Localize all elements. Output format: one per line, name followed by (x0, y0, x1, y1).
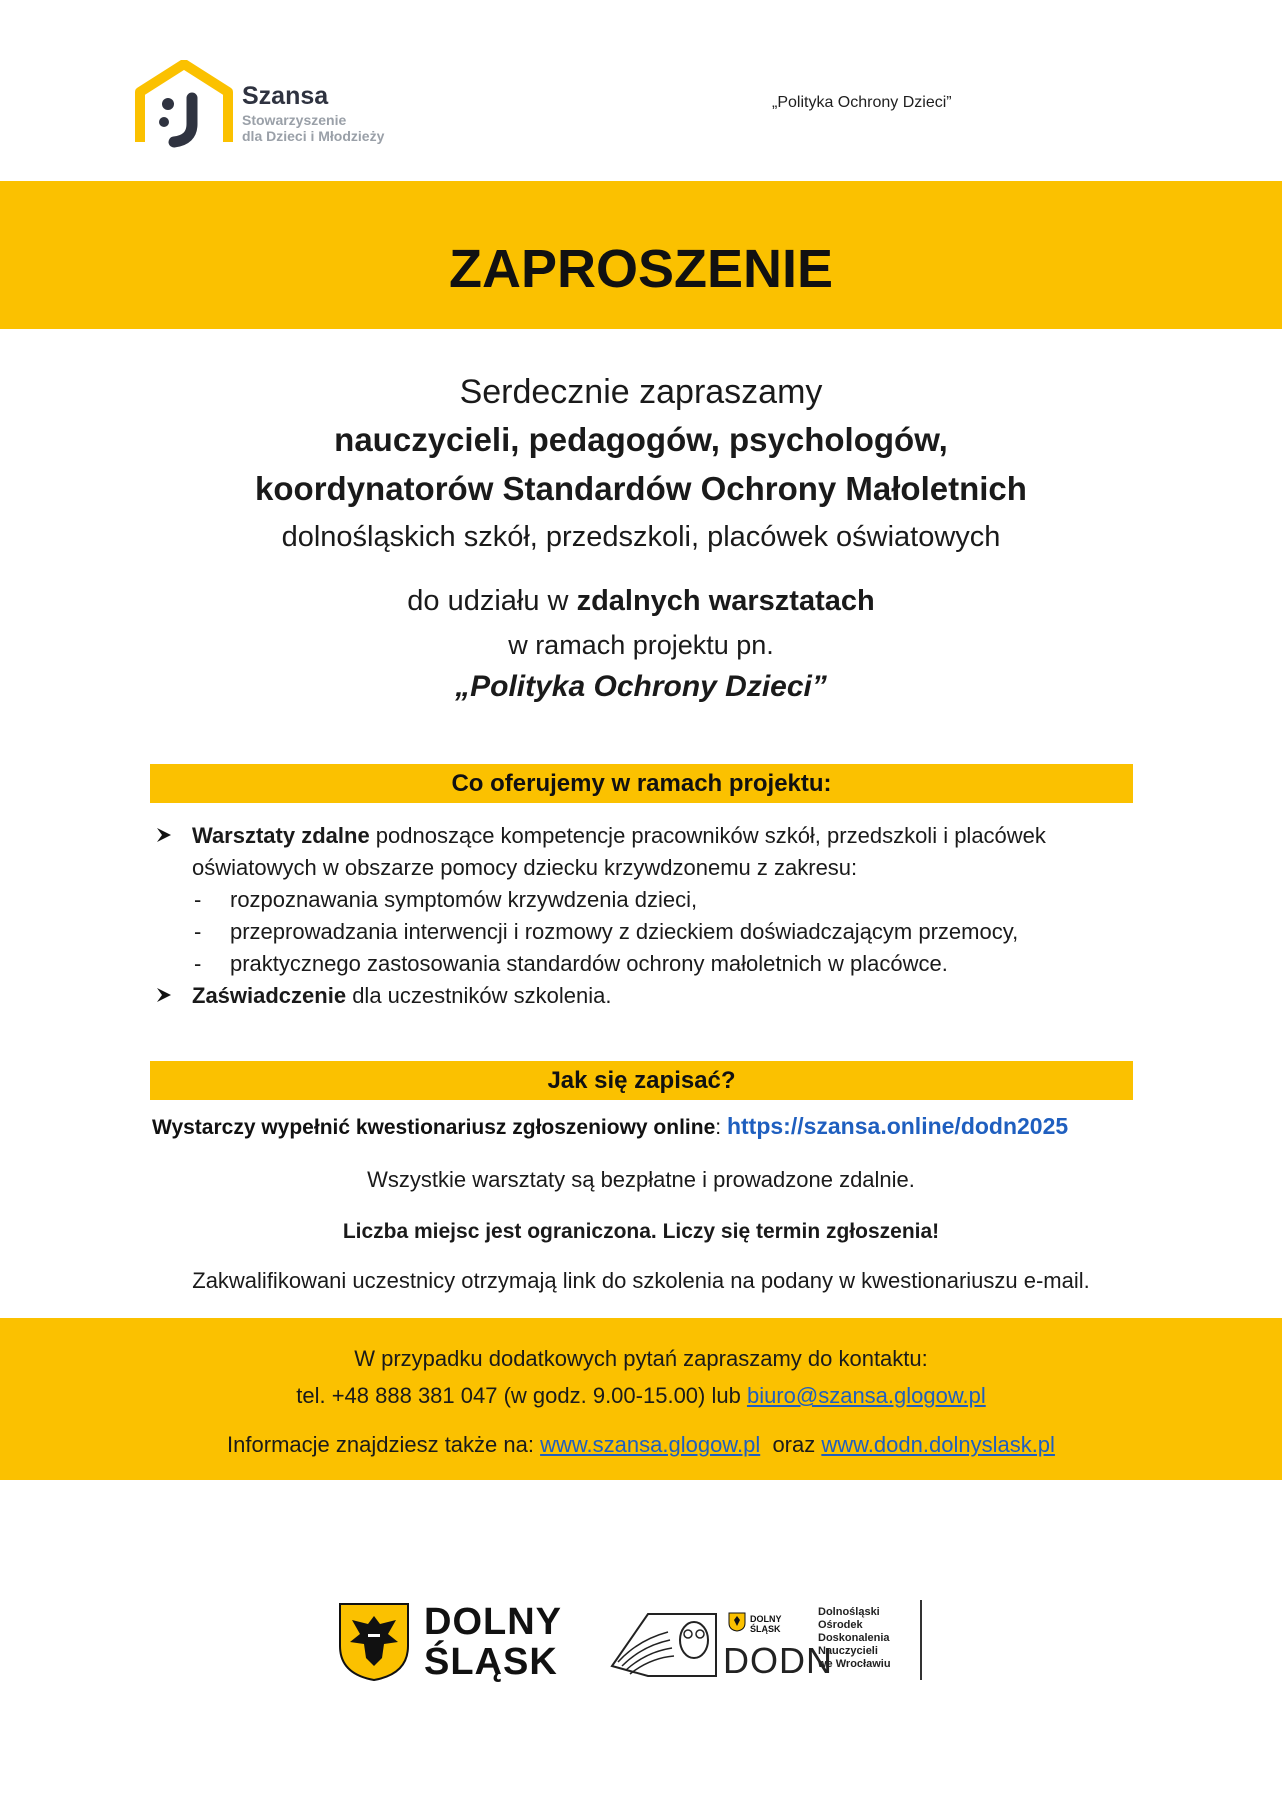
offer-item2-text: dla uczestników szkolenia. (346, 983, 612, 1008)
contact-line1: W przypadku dodatkowych pytań zapraszamy do kontaktu: (354, 1346, 928, 1371)
house-logo-icon (134, 60, 234, 152)
dodn-desc-line: Dolnośląski (818, 1606, 880, 1618)
dodn-logo (608, 1590, 928, 1692)
limited-info: Liczba miejsc jest ograniczona. Liczy się termin zgłoszenia! (342, 1220, 940, 1243)
intro-line5-pre: do udziału w (407, 585, 577, 617)
ds-mini-line1: DOLNY (750, 1614, 782, 1624)
signup-text: Wystarczy wypełnić kwestionariusz zgłoszeniowy online (152, 1116, 716, 1139)
dodn-desc-line: Nauczycieli (818, 1645, 878, 1657)
ds-line1: DOLNY (424, 1601, 562, 1643)
offer-heading: Co oferujemy w ramach projektu: (150, 764, 1133, 803)
offer-item1-text: podnoszące kompetencje pracowników szkół, przedszkoli i placówek oświatowych w obszarze pomocy dziecku krzywdzonemu z zakresu: (192, 823, 1046, 880)
offer-item1-bold: Warsztaty zdalne (192, 823, 370, 848)
dolny-slask-text (424, 1602, 562, 1682)
dodn-site-link[interactable]: www.dodn.dolnyslask.pl (821, 1432, 1055, 1457)
intro-line6: w ramach projektu pn. (508, 630, 774, 660)
eagle-crest-icon (338, 1602, 410, 1682)
list-item (156, 980, 1126, 1012)
arrow-bullet-icon (156, 827, 172, 843)
dodn-text: DODN (723, 1640, 833, 1681)
logo-sub-line2: dla Dzieci i Młodzieży (242, 128, 385, 144)
contact-and-text: oraz (760, 1432, 822, 1457)
divider (920, 1600, 922, 1680)
intro-line5-bold: zdalnych warsztatach (576, 585, 875, 617)
page-title: ZAPROSZENIE (448, 239, 834, 299)
free-info: Wszystkie warsztaty są bezpłatne i prowadzone zdalnie. (367, 1167, 915, 1192)
sub-item-text: rozpoznawania symptomów krzywdzenia dzieci, (230, 887, 698, 912)
intro-line3: koordynatorów Standardów Ochrony Małoletnich (255, 470, 1027, 507)
logo-sub-line1: Stowarzyszenie (242, 112, 347, 128)
offer-list (156, 820, 1126, 1012)
list-sub-item: - rozpoznawania symptomów krzywdzenia dzieci, (194, 887, 698, 912)
intro-project-name: „Polityka Ochrony Dzieci” (455, 670, 827, 703)
list-sub-item: - przeprowadzania interwencji i rozmowy z dzieckiem doświadczającym przemocy, (194, 919, 1019, 944)
signup-link[interactable]: https://szansa.online/dodn2025 (726, 1113, 1069, 1139)
contact-phone-line (0, 1383, 1282, 1409)
intro-line5 (0, 585, 1282, 618)
szansa-site-link[interactable]: www.szansa.glogow.pl (540, 1432, 761, 1457)
list-item (156, 820, 1126, 884)
ds-mini-line2: ŚLĄSK (750, 1624, 781, 1634)
open-book-owl-icon (608, 1590, 720, 1680)
signup-colon: : (715, 1116, 727, 1139)
qualified-info: Zakwalifikowani uczestnicy otrzymają link do szkolenia na podany w kwestionariuszu e-mail. (192, 1268, 1090, 1293)
contact-info-text: Informacje znajdziesz także na: (227, 1432, 541, 1457)
intro-line1: Serdecznie zapraszamy (459, 373, 823, 411)
contact-email-link[interactable]: biuro@szansa.glogow.pl (746, 1383, 986, 1408)
logo-name: Szansa (242, 82, 329, 110)
dodn-description (818, 1606, 891, 1671)
contact-phone: tel. +48 888 381 047 (w godz. 9.00-15.00) lub (296, 1383, 747, 1408)
dodn-mini-dolny-slask (750, 1614, 782, 1634)
szansa-logo (134, 60, 424, 152)
intro-line4: dolnośląskich szkół, przedszkoli, placówek oświatowych (281, 521, 1001, 553)
dodn-desc-line: Ośrodek (818, 1619, 863, 1631)
dodn-desc-line: Doskonalenia (818, 1632, 890, 1644)
contact-info-line (0, 1432, 1282, 1458)
arrow-bullet-icon (156, 987, 172, 1003)
sub-item-text: praktycznego zastosowania standardów ochrony małoletnich w placówce. (230, 951, 948, 976)
dolny-slask-logo (338, 1602, 588, 1682)
header-project-name: „Polityka Ochrony Dzieci” (772, 94, 952, 111)
ds-line2: ŚLĄSK (424, 1641, 558, 1683)
list-sub-item: - praktycznego zastosowania standardów ochrony małoletnich w placówce. (194, 951, 948, 976)
signup-heading: Jak się zapisać? (150, 1061, 1133, 1100)
logo-subtitle (242, 112, 432, 144)
offer-item2-bold: Zaświadczenie (192, 983, 347, 1008)
mini-crest-icon (728, 1612, 746, 1632)
dodn-desc-line: we Wrocławiu (818, 1658, 891, 1670)
signup-line (152, 1113, 1068, 1140)
intro-line2: nauczycieli, pedagogów, psychologów, (334, 421, 948, 458)
sub-item-text: przeprowadzania interwencji i rozmowy z dzieckiem doświadczającym przemocy, (230, 919, 1019, 944)
